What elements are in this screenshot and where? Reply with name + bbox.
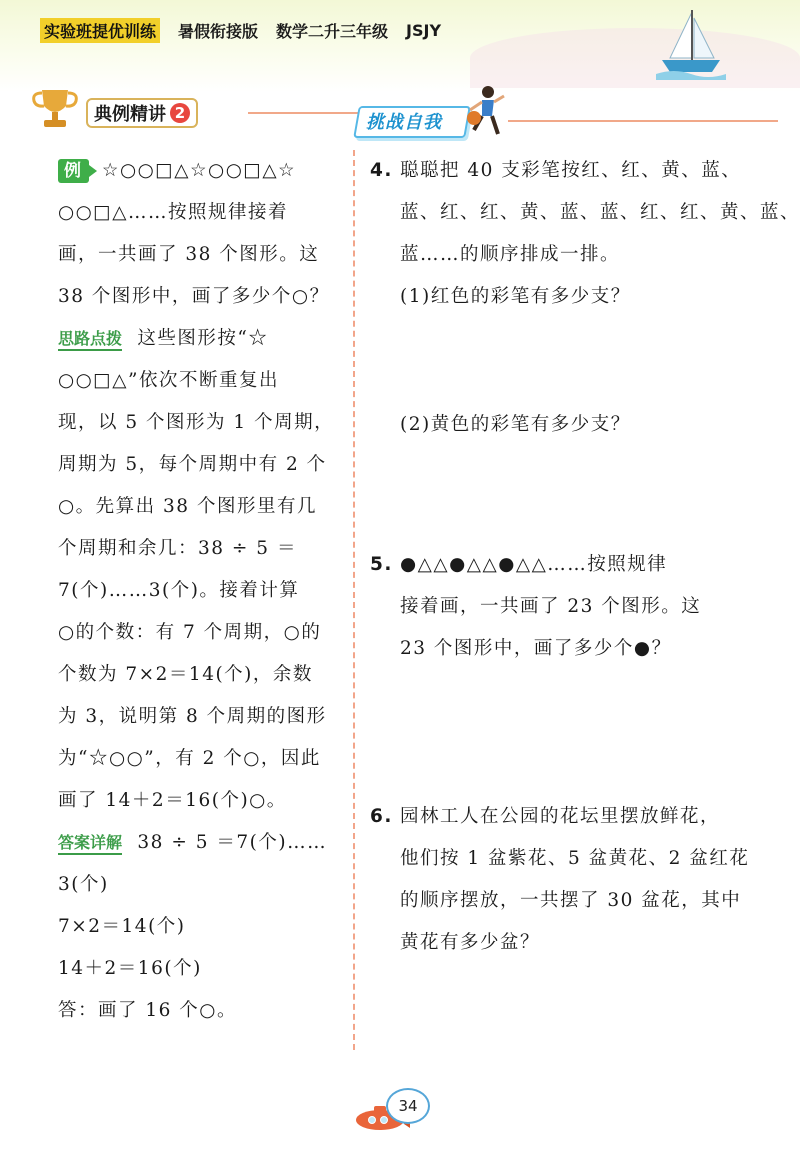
question-4 [370,150,800,446]
column-divider [353,150,355,1050]
answer-line: 3(个) [58,874,109,895]
question-number: 4. [370,160,393,181]
question-text: ●△△●△△●△△……按照规律 [400,554,668,575]
question-line: 23 个图形中，画了多少个●？ [400,638,672,659]
runner-icon [460,84,508,138]
challenge-title: 挑战自我 [366,112,442,133]
sub-question: (1)红色的彩笔有多少支？ [400,286,631,307]
question-number: 5. [370,554,393,575]
subject-label: 数学二升三年级 [276,22,389,41]
edition-label: 暑假衔接版 [178,22,259,41]
question-line [370,544,701,586]
example-section-heading [30,84,350,134]
question-line: 蓝、红、红、黄、蓝、蓝、红、红、黄、蓝、 [400,202,800,223]
example-text: ☆○○□△☆○○□△☆ [101,160,297,181]
example-line: ○○□△……按照规律接着 [58,202,288,223]
question-line: 蓝……的顺序排成一排。 [400,244,621,265]
example-column [58,150,343,1032]
hint-text: 这些图形按“☆ [137,328,269,349]
section-number-badge: 2 [170,103,190,123]
hint-line [58,318,343,360]
sailboat-illustration [656,8,726,80]
sub-question: (2)黄色的彩笔有多少支？ [400,414,631,435]
hint-line: ○○□△”依次不断重复出 [58,370,279,391]
section-title-pill [86,98,198,128]
answer-label: 答案详解 [58,833,122,855]
answer-line: 7×2＝14(个) [58,916,186,937]
question-5 [370,544,701,670]
challenge-section-heading [356,84,786,134]
hint-line: 为 3，说明第 8 个周期的图形 [58,706,327,727]
question-line [370,150,800,192]
hint-line: 个周期和余几：38 ÷ 5 ＝ [58,538,297,559]
question-line: 的顺序摆放，一共摆了 30 盆花，其中 [400,890,742,911]
question-line [370,796,749,838]
example-line: 画，一共画了 38 个图形。这 [58,244,320,265]
hint-line: 现，以 5 个图形为 1 个周期， [58,412,335,433]
hint-line: 周期为 5，每个周期中有 2 个 [58,454,327,475]
question-text: 园林工人在公园的花坛里摆放鲜花， [400,806,721,827]
hint-label: 思路点拨 [58,329,122,351]
hint-line: 画了 14＋2＝16(个)○。 [58,790,287,811]
answer-line [58,822,343,864]
publisher-label: JSJY [406,21,442,40]
page-footer [350,1088,440,1138]
question-line: 接着画，一共画了 23 个图形。这 [400,596,702,617]
hint-line: 个数为 7×2＝14(个)，余数 [58,664,313,685]
page-number: 34 [386,1088,430,1124]
question-number: 6. [370,806,393,827]
question-line: 他们按 1 盆紫花、5 盆黄花、2 盆红花 [400,848,750,869]
series-title: 实验班提优训练 [40,18,160,43]
answer-line: 答：画了 16 个○。 [58,1000,237,1021]
hint-line: ○的个数：有 7 个周期，○的 [58,622,322,643]
hint-line: 为“☆○○”，有 2 个○，因此 [58,748,321,769]
question-line: 黄花有多少盆？ [400,932,541,953]
example-line [58,150,343,192]
question-text: 聪聪把 40 支彩笔按红、红、黄、蓝、 [400,160,742,181]
trophy-icon [30,84,80,132]
section-rule [508,120,778,122]
hint-line: ○。先算出 38 个图形里有几 [58,496,317,517]
example-tag: 例 [58,159,89,183]
answer-line: 14＋2＝16(个) [58,958,202,979]
header-decoration [470,28,800,88]
question-6 [370,796,749,964]
running-header [40,18,441,43]
section-title: 典例精讲 [94,104,166,125]
example-line: 38 个图形中，画了多少个○？ [58,286,330,307]
answer-text: 38 ÷ 5 ＝7(个)…… [137,832,328,853]
hint-line: 7(个)……3(个)。接着计算 [58,580,300,601]
